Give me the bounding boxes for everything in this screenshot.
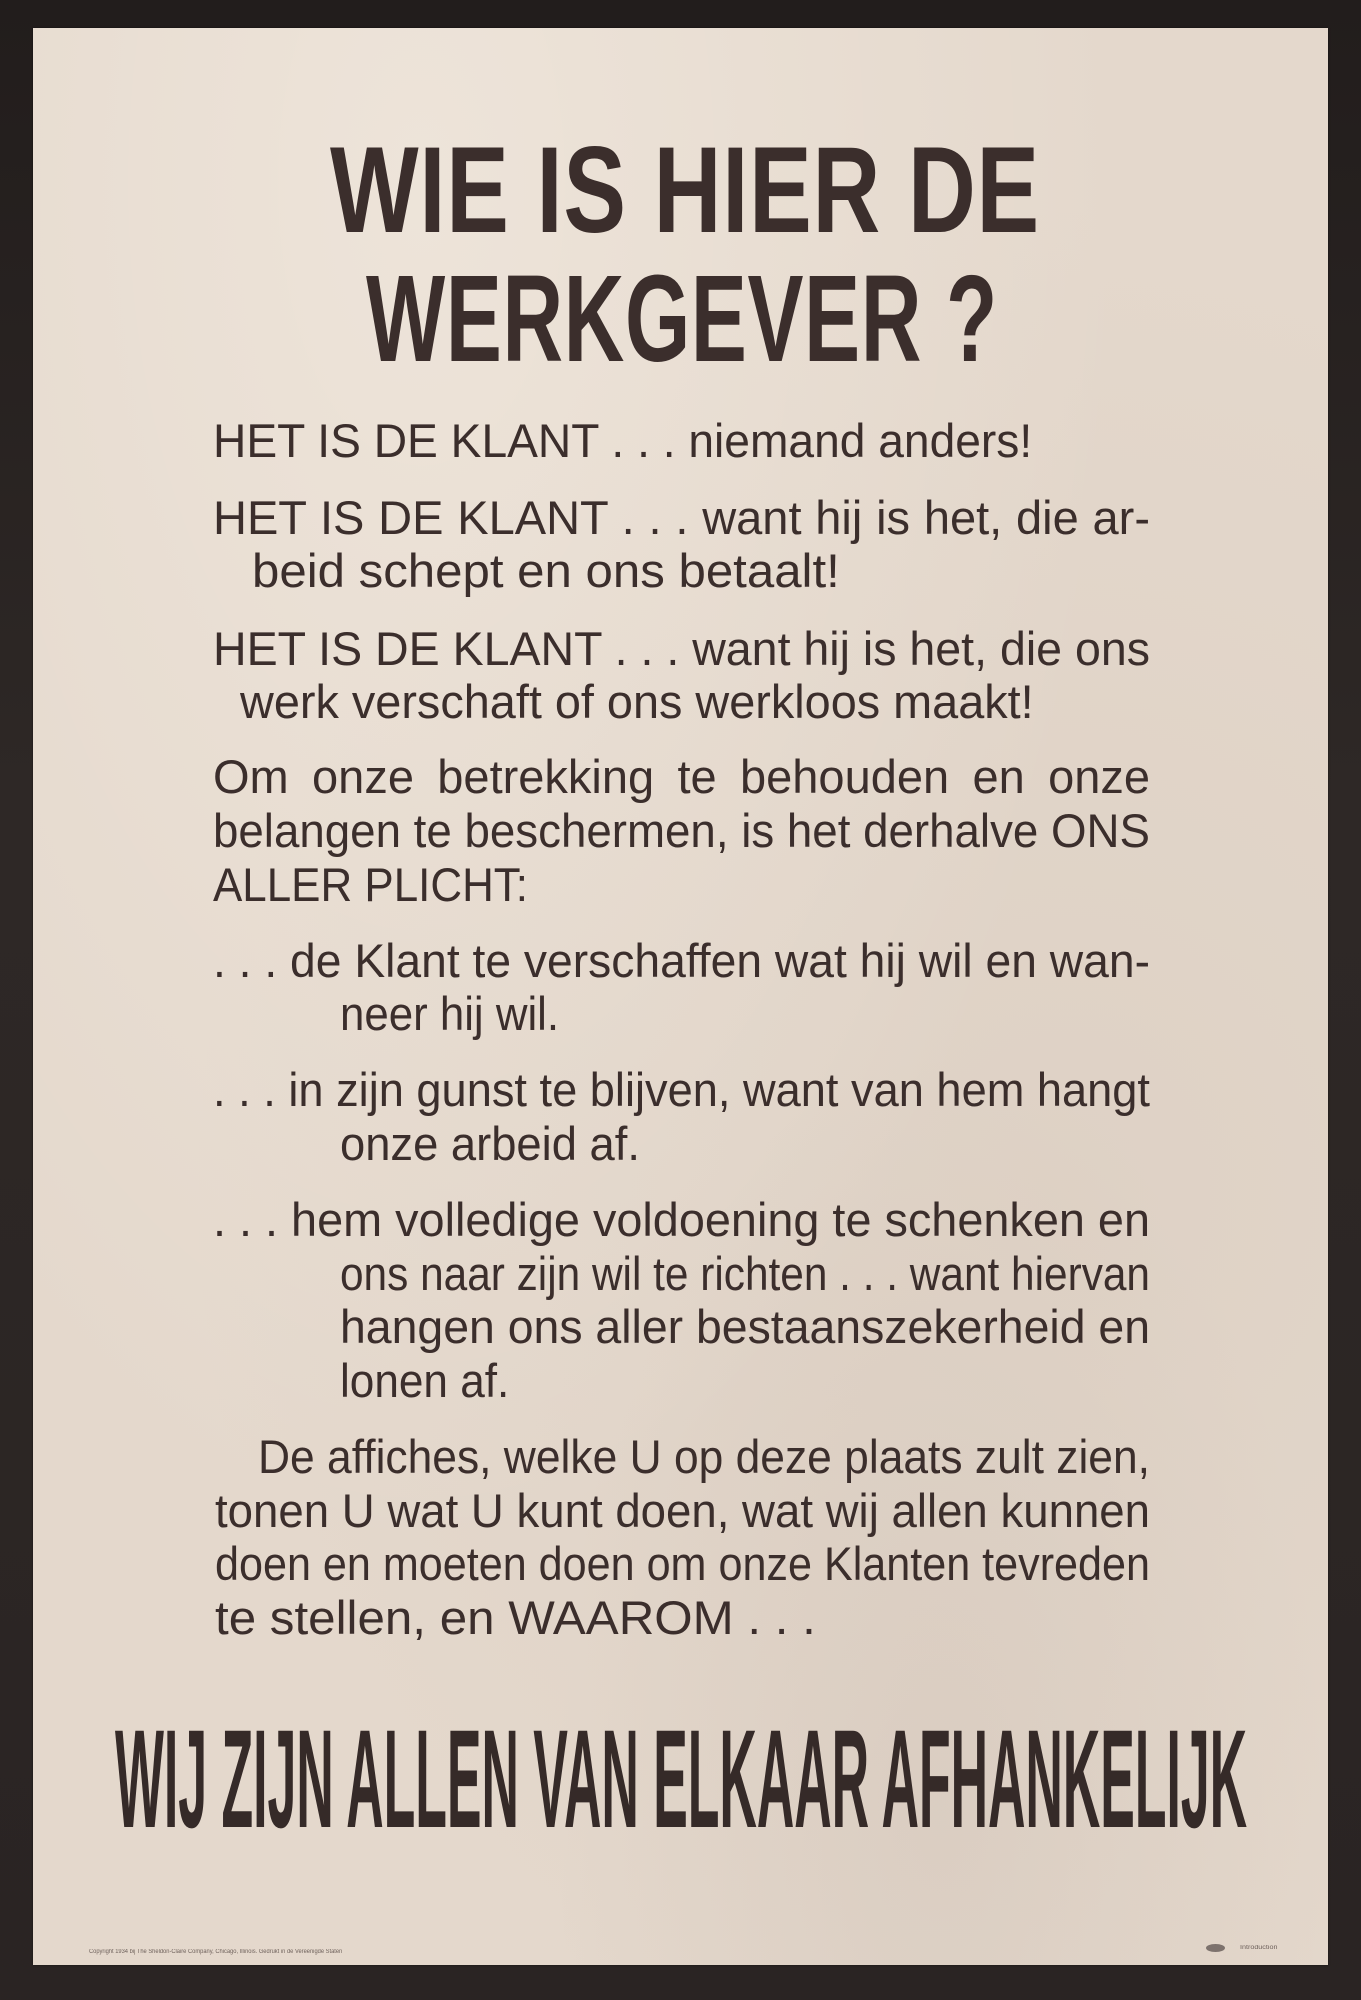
body-line: . . . de Klant te verschaffen wat hij wil en wan- <box>213 934 1150 988</box>
body-line: HET IS DE KLANT . . . niemand anders! <box>213 414 1033 468</box>
body-line: doen en moeten doen om onze Klanten tevreden <box>215 1537 1150 1591</box>
body-line: belangen te beschermen, is het derhalve ONS <box>213 804 1150 858</box>
body-line: . . . in zijn gunst te blijven, want van hem hangt <box>213 1063 1150 1117</box>
closing-headline: WIJ ZIJN ALLEN VAN ELKAAR AFHANKELIJK <box>115 1699 1248 1857</box>
body-line: . . . hem volledige voldoening te schenken en <box>213 1193 1150 1247</box>
body-line: De affiches, welke U op deze plaats zult zien, <box>258 1430 1150 1484</box>
body-line: HET IS DE KLANT . . . want hij is het, die ons <box>213 622 1150 676</box>
body-line: ons naar zijn wil te richten . . . want hiervan <box>340 1247 1150 1301</box>
body-line: hangen ons aller bestaanszekerheid en <box>340 1300 1150 1354</box>
series-label: Introduction <box>1240 1945 1278 1951</box>
body-line: lonen af. <box>340 1354 510 1408</box>
body-line: HET IS DE KLANT . . . want hij is het, die ar- <box>213 491 1150 545</box>
body-line: ALLER PLICHT: <box>213 858 528 912</box>
copyright-notice: Copyright 1934 bij The Sheldon-Claire Company, Chicago, Illinois. Gedrukt in de Vereenigde Staten <box>89 1949 343 1955</box>
body-line: tonen U wat U kunt doen, wat wij allen kunnen <box>215 1484 1150 1538</box>
body-line: beid schept en ons betaalt! <box>252 544 840 598</box>
body-line: neer hij wil. <box>340 987 560 1041</box>
title-line-2: WERKGEVER ? <box>366 250 998 389</box>
title-line-1: WIE IS HIER DE <box>330 120 1040 258</box>
body-line: werk verschaft of ons werkloos maakt! <box>240 675 1034 729</box>
body-line: onze arbeid af. <box>340 1117 640 1171</box>
body-line: Om onze betrekking te behouden en onze <box>213 750 1150 804</box>
body-line: te stellen, en WAAROM . . . <box>215 1591 816 1645</box>
printer-logo-icon <box>1206 1944 1225 1952</box>
